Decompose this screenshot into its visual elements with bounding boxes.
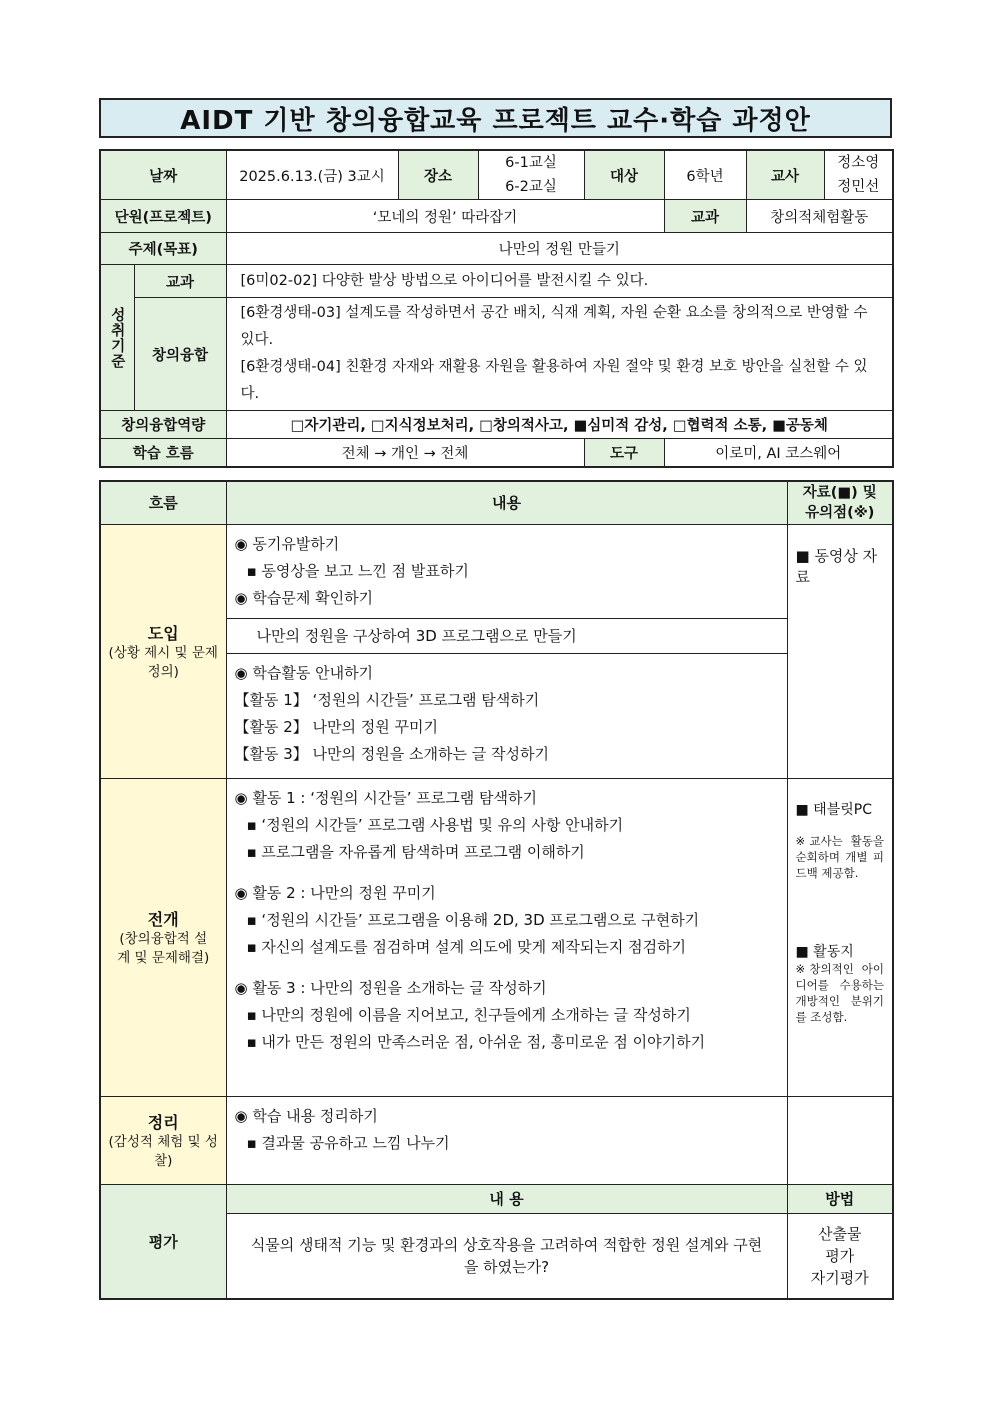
- eval-method: [787, 1213, 893, 1299]
- wrap-line-2: ▪ 결과물 공유하고 느낌 나누기: [246, 1133, 450, 1152]
- dev-act3: ◉ 활동 3 : 나만의 정원을 소개하는 글 작성하기: [234, 978, 547, 997]
- eval-name: 평가: [100, 1184, 226, 1299]
- wrap-content: [226, 1096, 787, 1184]
- info-table: [99, 149, 894, 468]
- dev-act1-1: ▪ ‘정원의 시간들’ 프로그램 사용법 및 유의 사항 안내하기: [246, 815, 624, 834]
- eval-head-content: 내 용: [226, 1184, 787, 1213]
- dev-act2: ◉ 활동 2 : 나만의 정원 꾸미기: [234, 883, 436, 902]
- std-fusion-value-2: [6환경생태-04] 친환경 자재와 재활용 자원을 활용하여 자원 절약 및 환경 보호 방안을 실천할 수 있다.: [240, 359, 868, 402]
- wrap-line-1: ◉ 학습 내용 정리하기: [234, 1106, 378, 1125]
- std-fusion-value-1: [6환경생태-03] 설계도를 작성하면서 공간 배치, 식재 계획, 자원 순환 요소를 창의적으로 반영할 수 있다.: [240, 305, 868, 348]
- dev-sub: (창의융합적 설계 및 문제해결): [117, 930, 210, 966]
- date-value: 2025.6.13.(금) 3교시: [226, 150, 398, 200]
- intro-line-7: 【활동 3】 나만의 정원을 소개하는 글 작성하기: [234, 744, 549, 763]
- place-value: [478, 150, 584, 200]
- competency-value: □자기관리, □지식정보처리, □창의적사고, ■심미적 감성, □협력적 소통, ■공동체: [226, 411, 893, 439]
- dev-note-1: ※교사는 활동을 순회하며 개별 피드백 제공함.: [795, 833, 884, 880]
- wrap-flow: [100, 1096, 226, 1184]
- intro-material-video: ■ 동영상 자료: [795, 546, 878, 586]
- place-label: 장소: [398, 150, 478, 200]
- target-value: 6학년: [664, 150, 746, 200]
- wrap-material: [787, 1096, 893, 1184]
- dev-act1: ◉ 활동 1 : ‘정원의 시간들’ 프로그램 탐색하기: [234, 788, 537, 807]
- place-value-2: 6-2교실: [505, 179, 557, 195]
- dev-act1-2: ▪ 프로그램을 자유롭게 탐색하며 프로그램 이해하기: [246, 842, 585, 861]
- dev-act2-2: ▪ 자신의 설계도를 점검하며 설계 의도에 맞게 제작되는지 점검하기: [246, 937, 687, 956]
- learning-goal: 나만의 정원을 구상하여 3D 프로그램으로 만들기: [227, 618, 787, 654]
- dev-name: 전개: [147, 909, 179, 929]
- intro-name: 도입: [147, 623, 179, 643]
- unit-label: 단원(프로젝트): [100, 200, 226, 233]
- dev-content: [226, 778, 787, 1096]
- subject-label: 교과: [664, 200, 746, 233]
- dev-material-worksheet: ■ 활동지: [795, 943, 854, 960]
- dev-act3-2: ▪ 내가 만든 정원의 만족스러운 점, 아쉬운 점, 흥미로운 점 이야기하기: [246, 1032, 706, 1051]
- dev-act3-1: ▪ 나만의 정원에 이름을 지어보고, 친구들에게 소개하는 글 작성하기: [246, 1005, 691, 1024]
- dev-material-tablet: ■ 태블릿PC: [795, 801, 872, 818]
- dev-flow: [100, 778, 226, 1096]
- place-value-1: 6-1교실: [505, 155, 557, 171]
- tool-value: 이로미, AI 코스웨어: [664, 439, 893, 467]
- eval-content: 식물의 생태적 기능 및 환경과의 상호작용을 고려하여 적합한 정원 설계와 구현을 하였는가?: [226, 1213, 787, 1299]
- plan-head-flow: 흐름: [100, 481, 226, 524]
- teacher-value: [824, 150, 893, 200]
- dev-material: [787, 778, 893, 1096]
- standard-label: 성취기준: [100, 265, 134, 411]
- dev-act2-1: ▪ ‘정원의 시간들’ 프로그램을 이용해 2D, 3D 프로그램으로 구현하기: [246, 910, 700, 929]
- std-fusion-label: 창의융합: [134, 298, 226, 411]
- flow-value: 전체 → 개인 → 전체: [226, 439, 584, 467]
- intro-content: [226, 524, 787, 778]
- topic-label: 주제(목표): [100, 233, 226, 265]
- std-fusion-value: [226, 298, 893, 411]
- intro-line-6: 【활동 2】 나만의 정원 꾸미기: [234, 717, 439, 736]
- plan-head-content: 내용: [226, 481, 787, 524]
- eval-method-1: 산출물: [818, 1224, 862, 1243]
- dev-note-2: ※창의적인 아이디어를 수용하는 개방적인 분위기를 조성함.: [795, 961, 884, 1024]
- plan-table: [99, 480, 894, 1300]
- intro-line-5: 【활동 1】 ‘정원의 시간들’ 프로그램 탐색하기: [234, 690, 540, 709]
- teacher-value-1: 정소영: [837, 155, 880, 171]
- date-label: 날짜: [100, 150, 226, 200]
- unit-value: ‘모네의 정원’ 따라잡기: [226, 200, 664, 233]
- intro-material: [787, 524, 893, 778]
- eval-method-2: 평가: [825, 1246, 855, 1265]
- page-title: AIDT 기반 창의융합교육 프로젝트 교수·학습 과정안: [99, 98, 892, 138]
- subject-value: 창의적체험활동: [746, 200, 893, 233]
- plan-head-material: 자료(■) 및 유의점(※): [787, 481, 893, 524]
- intro-flow: [100, 524, 226, 778]
- tool-label: 도구: [584, 439, 664, 467]
- wrap-sub: (감성적 체험 및 성찰): [108, 1133, 218, 1169]
- intro-line-1: ◉ 동기유발하기: [234, 534, 340, 553]
- teacher-label: 교사: [746, 150, 824, 200]
- topic-value: 나만의 정원 만들기: [226, 233, 893, 265]
- std-subject-label: 교과: [134, 265, 226, 298]
- competency-label: 창의융합역량: [100, 411, 226, 439]
- intro-line-2: ▪ 동영상을 보고 느낀 점 발표하기: [246, 561, 469, 580]
- eval-method-3: 자기평가: [810, 1268, 869, 1287]
- intro-line-4: ◉ 학습활동 안내하기: [234, 663, 374, 682]
- eval-head-method: 방법: [787, 1184, 893, 1213]
- target-label: 대상: [584, 150, 664, 200]
- teacher-value-2: 정민선: [837, 179, 880, 195]
- intro-line-3: ◉ 학습문제 확인하기: [234, 588, 374, 607]
- wrap-name: 정리: [147, 1112, 179, 1132]
- intro-sub: (상황 제시 및 문제 정의): [108, 644, 218, 680]
- flow-label: 학습 흐름: [100, 439, 226, 467]
- std-subject-value: [6미02-02] 다양한 발상 방법으로 아이디어를 발전시킬 수 있다.: [226, 265, 893, 298]
